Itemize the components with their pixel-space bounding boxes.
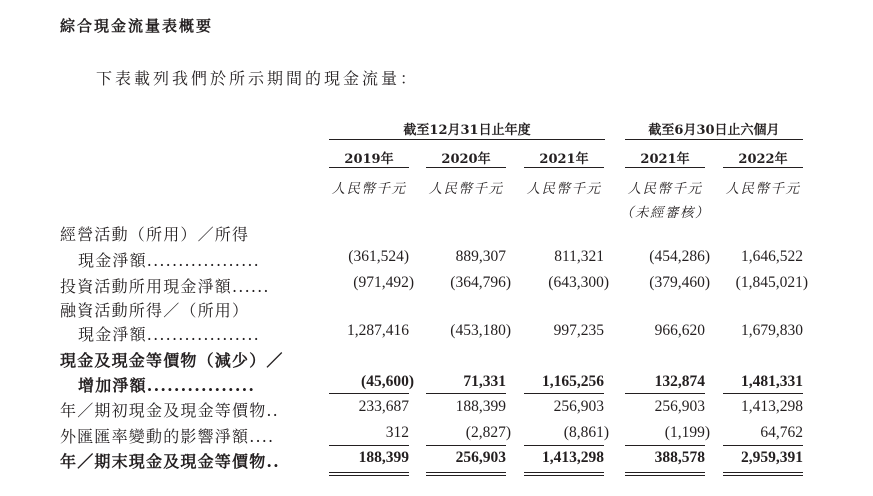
row-net-change-value-2: 71,331 [463, 373, 506, 390]
row-net-change-label: 增加淨額................ [78, 376, 256, 395]
year-rule-2 [426, 167, 506, 168]
double-rule-top-3 [524, 472, 604, 473]
year-header-5: 2022年 [738, 152, 788, 167]
subtotal-rule-4 [625, 393, 705, 394]
annual-period-header: 截至12月31日止年度 [403, 123, 531, 138]
row-financing-value-2: (453,180) [450, 322, 511, 339]
row-operating-label: 現金淨額.................. [78, 251, 260, 270]
row-fx-effect-value-5: 64,762 [760, 424, 803, 441]
total-rule-4 [625, 445, 705, 446]
row-investing-value-1: (971,492) [353, 274, 414, 291]
double-rule-bottom-3 [524, 475, 604, 476]
row-operating-value-5: 1,646,522 [741, 248, 803, 265]
total-rule-3 [524, 445, 604, 446]
row-beginning-cash-value-3: 256,903 [553, 398, 604, 415]
row-beginning-cash-value-5: 1,413,298 [741, 398, 803, 415]
row-financing-value-5: 1,679,830 [741, 322, 803, 339]
six-months-period-header: 截至6月30日止六個月 [648, 123, 780, 138]
row-net-change-value-4: 132,874 [654, 373, 705, 390]
year-rule-1 [329, 167, 409, 168]
section-heading: 綜合現金流量表概要 [60, 17, 214, 35]
unit-label-4: 人民幣千元 [627, 181, 703, 197]
year-header-3: 2021年 [539, 152, 589, 167]
unit-label-2: 人民幣千元 [428, 181, 504, 197]
intro-text: 下表載列我們於所示期間的現金流量： [96, 69, 420, 88]
row-operating-value-2: 889,307 [455, 248, 506, 265]
row-beginning-cash-value-4: 256,903 [654, 398, 705, 415]
double-rule-bottom-1 [329, 475, 409, 476]
total-rule-5 [723, 445, 803, 446]
row-beginning-cash-value-2: 188,399 [455, 398, 506, 415]
row-ending-cash-value-2: 256,903 [455, 449, 506, 466]
unit-label-3: 人民幣千元 [526, 181, 602, 197]
row-net-change-value-1: (45,600) [361, 373, 414, 390]
subtotal-rule-3 [524, 393, 604, 394]
unaudited-note: （未經審核） [620, 205, 710, 221]
row-ending-cash-value-3: 1,413,298 [542, 449, 604, 466]
annual-header-rule [329, 139, 605, 140]
double-rule-top-4 [625, 472, 705, 473]
row-operating-value-3: 811,321 [554, 248, 604, 265]
row-fx-effect-value-4: (1,199) [664, 424, 710, 441]
year-header-1: 2019年 [344, 152, 394, 167]
subtotal-rule-5 [723, 393, 803, 394]
row-investing-value-3: (643,300) [548, 274, 609, 291]
row-fx-effect-value-1: 312 [385, 424, 409, 441]
row-beginning-cash-value-1: 233,687 [358, 398, 409, 415]
row-net-change-value-5: 1,481,331 [741, 373, 803, 390]
row-fx-effect-label: 外匯匯率變動的影響淨額.... [60, 427, 275, 446]
double-rule-top-1 [329, 472, 409, 473]
row-net-change-value-3: 1,165,256 [542, 373, 604, 390]
row-ending-cash-value-4: 388,578 [654, 449, 705, 466]
row-operating-label-line1: 經營活動（所用）／所得 [60, 225, 250, 244]
row-investing-value-5: (1,845,021) [735, 274, 808, 291]
double-rule-top-2 [426, 472, 506, 473]
row-operating-value-4: (454,286) [649, 248, 710, 265]
row-financing-value-4: 966,620 [654, 322, 705, 339]
year-rule-4 [625, 167, 705, 168]
total-rule-1 [329, 445, 409, 446]
row-fx-effect-value-3: (8,861) [563, 424, 609, 441]
row-beginning-cash-label: 年／期初現金及現金等價物.. [60, 401, 279, 420]
year-header-4: 2021年 [640, 152, 690, 167]
row-investing-value-4: (379,460) [649, 274, 710, 291]
year-header-2: 2020年 [441, 152, 491, 167]
double-rule-bottom-5 [723, 475, 803, 476]
row-financing-label: 現金淨額.................. [78, 325, 260, 344]
year-rule-3 [524, 167, 604, 168]
row-financing-label-line1: 融資活動所得／（所用） [60, 301, 250, 320]
unit-label-5: 人民幣千元 [725, 181, 801, 197]
row-net-change-label-line1: 現金及現金等價物（減少）／ [60, 351, 284, 370]
double-rule-top-5 [723, 472, 803, 473]
row-ending-cash-value-5: 2,959,391 [741, 449, 803, 466]
row-ending-cash-value-1: 188,399 [358, 449, 409, 466]
year-rule-5 [723, 167, 803, 168]
six-months-header-rule [625, 139, 803, 140]
total-rule-2 [426, 445, 506, 446]
row-ending-cash-label: 年／期末現金及現金等價物.. [60, 452, 280, 471]
subtotal-rule-2 [426, 393, 506, 394]
row-investing-label: 投資活動所用現金淨額...... [60, 277, 270, 296]
row-financing-value-1: 1,287,416 [347, 322, 409, 339]
row-operating-value-1: (361,524) [348, 248, 409, 265]
double-rule-bottom-4 [625, 475, 705, 476]
row-fx-effect-value-2: (2,827) [465, 424, 511, 441]
double-rule-bottom-2 [426, 475, 506, 476]
unit-label-1: 人民幣千元 [331, 181, 407, 197]
subtotal-rule-1 [329, 393, 409, 394]
row-investing-value-2: (364,796) [450, 274, 511, 291]
row-financing-value-3: 997,235 [553, 322, 604, 339]
